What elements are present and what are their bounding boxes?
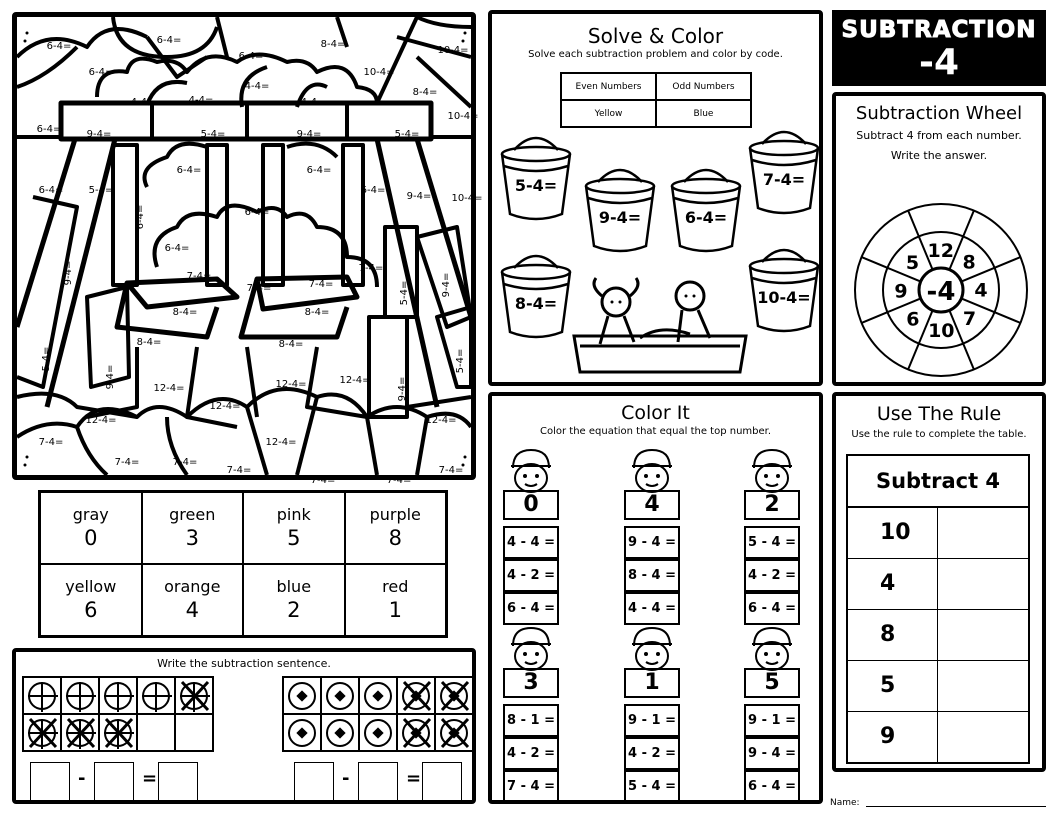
equation-option[interactable]: 9 - 1 = [624, 704, 680, 737]
equation-label: 10-4= [437, 45, 469, 56]
equation-option[interactable]: 5 - 4 = [624, 770, 680, 803]
minus-sign: - [78, 768, 86, 789]
ten-frame-cell [99, 714, 137, 751]
ten-frame-cell [137, 677, 175, 714]
ten-frame-cell [283, 714, 321, 751]
worksheet-title-banner [832, 10, 1046, 86]
equation-label: 7-4= [246, 283, 272, 294]
kid-face-icon [505, 624, 557, 672]
cross-out-icon [439, 716, 471, 750]
equation-label: 6-4= [164, 243, 190, 254]
basketball-ten-frame [22, 676, 214, 752]
color-name: gray [72, 505, 109, 524]
equation-label: 8-4= [136, 337, 162, 348]
color-number: 0 [84, 526, 98, 550]
ten-frame-cell [175, 677, 213, 714]
equation-label: 10-4= [447, 111, 479, 122]
equation-option[interactable]: 5 - 4 = [744, 526, 800, 559]
target-number: 1 [624, 668, 680, 698]
bucket-equation: 8-4= [514, 294, 558, 313]
color-key-cell [40, 492, 142, 564]
equation-label: 6-4= [36, 124, 62, 135]
cross-out-icon [65, 716, 97, 750]
answer-box-1[interactable] [30, 762, 70, 802]
equation-option[interactable]: 9 - 4 = [744, 737, 800, 770]
rule-title: Use The Rule [876, 403, 1002, 425]
title-minus-four: -4 [919, 42, 959, 83]
equation-label: 8-4= [304, 307, 330, 318]
basketball-icon [28, 682, 56, 710]
color-name: purple [369, 505, 421, 524]
color-key-cell [142, 492, 244, 564]
ten-frame-cell [23, 714, 61, 751]
color-number: 1 [388, 598, 402, 622]
equation-option[interactable]: 4 - 2 = [503, 559, 559, 592]
basketball-icon [66, 682, 94, 710]
equation-label: 7-4= [310, 475, 336, 486]
sand-bucket[interactable] [500, 250, 572, 340]
title-subtraction: SUBTRACTION [841, 17, 1037, 43]
equation-label: 7-4= [386, 475, 412, 486]
equation-label-vertical: 5-4= [399, 280, 410, 306]
swing-picture [17, 17, 483, 486]
rule-row [848, 508, 1028, 559]
equation-label: 6-4= [360, 185, 386, 196]
equation-label: 12-4= [209, 401, 241, 412]
equation-label: 5-4= [88, 185, 114, 196]
equation-option[interactable]: 4 - 4 = [624, 592, 680, 625]
equation-label-vertical: 9-4= [441, 272, 452, 298]
equals-sign-2: = [406, 768, 422, 789]
equation-label-vertical: 9-4= [105, 364, 116, 390]
color-by-number-panel [12, 12, 483, 486]
soccer-ball-icon [288, 719, 316, 747]
wheel-number: 7 [962, 308, 977, 331]
equation-option[interactable]: 8 - 4 = [624, 559, 680, 592]
equation-label: 7-4= [308, 279, 334, 290]
equation-label: 12-4= [265, 437, 297, 448]
equation-option[interactable]: 7 - 4 = [503, 770, 559, 803]
solve-color-title: Solve & Color [587, 24, 724, 48]
rule-row [848, 559, 1028, 610]
color-number: 8 [388, 526, 402, 550]
odd-color: Blue [656, 100, 751, 127]
target-number: 3 [503, 668, 559, 698]
kids-sandbox-illustration [570, 276, 750, 376]
odd-numbers-header: Odd Numbers [656, 73, 751, 100]
equation-label: 7-4= [226, 465, 252, 476]
kid-face-icon [626, 624, 678, 672]
soccer-ball-icon [326, 682, 354, 710]
kid-face-icon [505, 446, 557, 494]
equation-label: 10-4= [363, 67, 395, 78]
equation-option[interactable]: 4 - 2 = [624, 737, 680, 770]
rule-answer-cell[interactable] [938, 559, 1028, 609]
color-code-table [560, 72, 752, 128]
bucket-equation: 5-4= [514, 176, 558, 195]
equation-label: 12-4= [425, 415, 457, 426]
equation-label: 4-4= [300, 97, 326, 108]
color-name: blue [276, 577, 312, 596]
color-number: 6 [84, 598, 98, 622]
rule-subtitle: Use the rule to complete the table. [851, 429, 1027, 440]
cross-out-icon [401, 716, 433, 750]
write-sentence-instructions: Write the subtraction sentence. [157, 657, 331, 670]
equation-label-vertical: 5-4= [455, 348, 466, 374]
equation-label: 5-4= [394, 129, 420, 140]
equation-label: 4-4= [130, 97, 156, 108]
sand-bucket[interactable] [584, 164, 656, 254]
ten-frame-cell [359, 714, 397, 751]
color-key-cell [243, 492, 345, 564]
equation-option[interactable]: 4 - 4 = [503, 526, 559, 559]
equation-option[interactable]: 4 - 2 = [744, 559, 800, 592]
soccer-ball-icon [364, 682, 392, 710]
equation-option[interactable]: 9 - 4 = [624, 526, 680, 559]
color-name: green [169, 505, 216, 524]
ten-frame-cell [137, 714, 175, 751]
answer-box-6[interactable] [422, 762, 462, 802]
equation-label: 7-4= [114, 457, 140, 468]
kid-face-icon [626, 446, 678, 494]
rule-row [848, 712, 1028, 763]
solve-color-subtitle: Solve each subtraction problem and color by code. [528, 49, 783, 60]
equation-label: 6-4= [156, 35, 182, 46]
cross-out-icon [439, 679, 471, 713]
equation-label-vertical: 9-4= [63, 260, 74, 286]
equation-label: 6-4= [176, 165, 202, 176]
equation-label: 5-4= [200, 129, 226, 140]
equation-label: 12-4= [85, 415, 117, 426]
wheel-title: Subtraction Wheel [855, 103, 1023, 124]
equation-label: 8-4= [278, 339, 304, 350]
answer-box-3[interactable] [158, 762, 198, 802]
ten-frame-cell [23, 677, 61, 714]
target-number: 0 [503, 490, 559, 520]
color-it-panel [488, 392, 823, 804]
color-key-cell [142, 564, 244, 636]
wheel-number: 10 [928, 319, 955, 342]
rule-input-number: 10 [848, 508, 938, 558]
equation-label: 4-4= [188, 95, 214, 106]
color-name: pink [276, 505, 311, 524]
equation-label: 6-4= [38, 185, 64, 196]
bucket-equation: 10-4= [757, 288, 811, 307]
equation-label: 9-4= [296, 129, 322, 140]
sand-bucket[interactable] [748, 126, 820, 216]
subtraction-wheel-panel [832, 92, 1046, 386]
color-number: 4 [185, 598, 199, 622]
wheel-instruction-2: Write the answer. [890, 149, 988, 162]
kid-face-icon [746, 446, 798, 494]
equation-label: 7-4= [172, 457, 198, 468]
color-number: 5 [287, 526, 301, 550]
equation-option[interactable]: 6 - 4 = [744, 592, 800, 625]
equation-label-vertical: 9-4= [397, 376, 408, 402]
equation-label-vertical: 5-4= [41, 346, 52, 372]
cross-out-icon [103, 716, 135, 750]
equation-label: 7-4= [438, 465, 464, 476]
rule-header: Subtract 4 [848, 456, 1028, 508]
basketball-icon [142, 682, 170, 710]
ten-frame-cell [99, 677, 137, 714]
use-the-rule-panel [832, 392, 1046, 772]
sand-bucket[interactable] [748, 244, 820, 334]
equation-option[interactable]: 4 - 2 = [503, 737, 559, 770]
rule-answer-cell[interactable] [938, 712, 1028, 763]
wheel-number: 9 [894, 280, 908, 303]
color-name: red [382, 577, 409, 596]
color-key-cell [243, 564, 345, 636]
bucket-equation: 7-4= [762, 170, 806, 189]
equation-label: 12-4= [275, 379, 307, 390]
equation-option[interactable]: 8 - 1 = [503, 704, 559, 737]
color-key-cell [345, 492, 447, 564]
ten-frame-cell [321, 714, 359, 751]
color-number: 3 [185, 526, 199, 550]
ten-frame-cell [321, 677, 359, 714]
equation-label: 12-4= [339, 375, 371, 386]
wheel-number: 12 [927, 240, 954, 263]
ten-frame-cell [435, 677, 473, 714]
cross-out-icon [401, 679, 433, 713]
soccer-ball-icon [288, 682, 316, 710]
rule-input-number: 4 [848, 559, 938, 609]
color-it-title: Color It [621, 402, 690, 424]
equation-option[interactable]: 9 - 1 = [744, 704, 800, 737]
equation-option[interactable]: 6 - 4 = [503, 592, 559, 625]
cross-out-icon [179, 679, 211, 713]
ten-frame-cell [61, 677, 99, 714]
subtraction-wheel [838, 200, 1044, 380]
equation-label: 10-4= [451, 193, 483, 204]
wheel-number: 8 [962, 251, 976, 274]
ten-frame-cell [397, 714, 435, 751]
rule-input-number: 5 [848, 661, 938, 711]
ten-frame-cell [359, 677, 397, 714]
color-key-table [38, 490, 448, 638]
rule-answer-cell[interactable] [938, 508, 1028, 558]
target-number: 4 [624, 490, 680, 520]
target-number: 2 [744, 490, 800, 520]
color-key-cell [40, 564, 142, 636]
wheel-number: 4 [974, 279, 988, 302]
rule-answer-cell[interactable] [938, 610, 1028, 660]
equation-label: 12-4= [153, 383, 185, 394]
color-name: yellow [65, 577, 117, 596]
bucket-equation: 9-4= [598, 208, 642, 227]
equation-label: 6-4= [306, 165, 332, 176]
soccer-ball-icon [326, 719, 354, 747]
color-name: orange [164, 577, 221, 596]
rule-input-number: 9 [848, 712, 938, 763]
answer-box-2[interactable] [94, 762, 134, 802]
soccer-ball-ten-frame [282, 676, 474, 752]
minus-sign-2: - [342, 768, 350, 789]
color-key-cell [345, 564, 447, 636]
sand-bucket[interactable] [670, 164, 742, 254]
rule-row [848, 610, 1028, 661]
equation-label: 4-4= [244, 81, 270, 92]
answer-box-5[interactable] [358, 762, 398, 802]
rule-row [848, 661, 1028, 712]
basketball-icon [104, 682, 132, 710]
ten-frame-cell [175, 714, 213, 751]
ten-frame-cell [61, 714, 99, 751]
wheel-number: 5 [905, 251, 920, 274]
name-label: Name: [830, 798, 860, 808]
cross-out-icon [27, 716, 59, 750]
equation-label: 9-4= [406, 191, 432, 202]
equation-label: 7-4= [186, 271, 212, 282]
equation-label: 7-4= [358, 263, 384, 274]
equation-label: 7-4= [38, 437, 64, 448]
ten-frame-cell [435, 714, 473, 751]
bucket-equation: 6-4= [684, 208, 728, 227]
equation-label: 9-4= [86, 129, 112, 140]
equation-label: 6-4= [238, 51, 264, 62]
even-color: Yellow [561, 100, 656, 127]
rule-input-number: 8 [848, 610, 938, 660]
rule-table [846, 454, 1030, 764]
target-number: 5 [744, 668, 800, 698]
equals-sign: = [142, 768, 158, 789]
wheel-center-rule: -4 [926, 277, 956, 307]
equation-label: 6-4= [88, 67, 114, 78]
wheel-instruction-1: Subtract 4 from each number. [856, 129, 1022, 142]
equation-label: 8-4= [320, 39, 346, 50]
color-number: 2 [287, 598, 301, 622]
ten-frame-cell [283, 677, 321, 714]
name-line[interactable] [866, 806, 1046, 807]
equation-option[interactable]: 6 - 4 = [744, 770, 800, 803]
answer-box-4[interactable] [294, 762, 334, 802]
even-numbers-header: Even Numbers [561, 73, 656, 100]
equation-label: 8-4= [172, 307, 198, 318]
kid-face-icon [746, 624, 798, 672]
wheel-number: 6 [906, 308, 920, 331]
equation-label: 8-4= [412, 87, 438, 98]
color-it-subtitle: Color the equation that equal the top number. [539, 426, 772, 437]
equation-label-vertical: 6-4= [135, 204, 146, 230]
equation-label: 6-4= [244, 207, 270, 218]
write-sentence-panel [12, 648, 476, 804]
sand-bucket[interactable] [500, 132, 572, 222]
soccer-ball-icon [364, 719, 392, 747]
rule-answer-cell[interactable] [938, 661, 1028, 711]
ten-frame-cell [397, 677, 435, 714]
equation-label: 6-4= [46, 41, 72, 52]
solve-color-panel [488, 10, 823, 386]
